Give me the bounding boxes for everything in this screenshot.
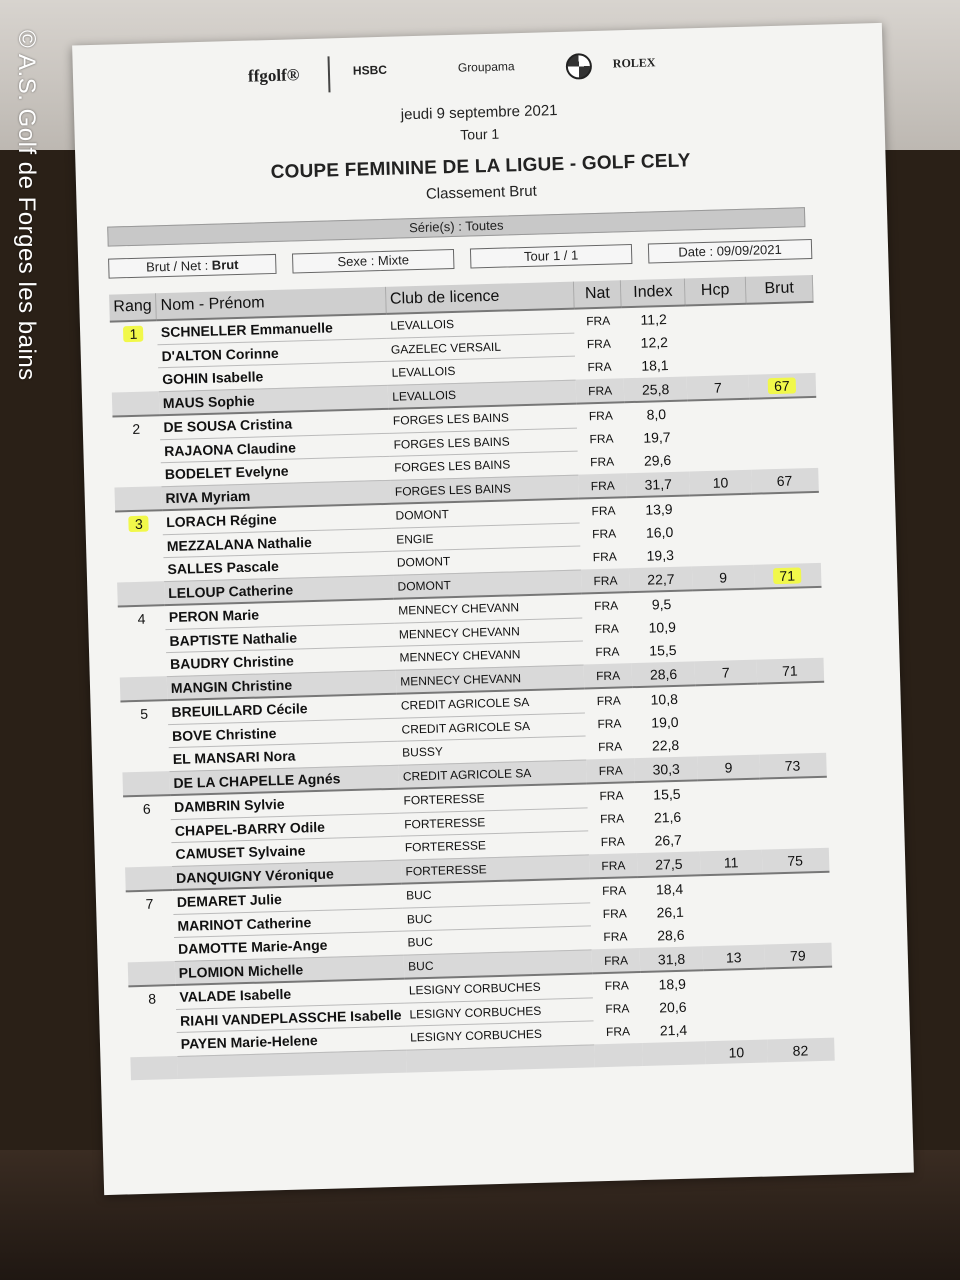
rank-cell [115, 510, 162, 535]
player-name: BAPTISTE Nathalie [165, 623, 395, 653]
club-name: FORTERESSE [399, 783, 588, 812]
brut-net-label: Brut / Net : [145, 257, 209, 275]
nationality: FRA [582, 592, 630, 617]
brut-score [754, 587, 822, 613]
rank-cell [121, 724, 168, 749]
hcp-value [688, 399, 750, 425]
bmw-logo [566, 53, 593, 80]
player-name: CAMUSET Sylvaine [171, 836, 401, 866]
rank-cell: 7 [126, 890, 173, 915]
club-name: MENNECY CHEVANN [395, 617, 584, 646]
index-value: 10,9 [648, 618, 677, 636]
date-filter: Date : 09/09/2021 [648, 239, 812, 264]
rank-cell [128, 961, 175, 986]
club-name: CREDIT AGRICOLE SA [397, 688, 586, 717]
rank-cell: 2 [112, 415, 159, 440]
hcp-value [705, 1016, 767, 1041]
tour-filter: Tour 1 / 1 [470, 244, 632, 269]
hcp-value [702, 898, 764, 923]
brut-score [749, 397, 817, 423]
highlight-mark: 3 [129, 515, 149, 532]
club-name: FORGES LES BAINS [389, 428, 578, 457]
club-name [406, 1044, 595, 1072]
index-value: 30,3 [634, 756, 698, 782]
player-name: SALLES Pascale [163, 551, 393, 581]
nationality: FRA [591, 526, 617, 541]
rank-cell [122, 748, 169, 773]
brut-score [753, 539, 821, 564]
nationality: FRA [587, 359, 612, 375]
club-name: BUC [403, 902, 592, 931]
index-value: 27,5 [637, 851, 701, 877]
index-value: 11,2 [622, 306, 686, 332]
hcp-value: 11 [700, 850, 762, 876]
hsbc-logo: HSBC [352, 62, 388, 78]
hcp-value: 10 [690, 470, 752, 496]
club-name: MENNECY CHEVANN [394, 594, 583, 623]
player-name: MANGIN Christine [166, 670, 396, 700]
brut-score [762, 872, 830, 898]
club-name: BUC [403, 926, 592, 955]
club-name: BUC [404, 949, 593, 978]
col-hcp: Hcp [684, 277, 746, 306]
brut-score [747, 326, 815, 351]
index-value: 9,5 [630, 590, 694, 616]
index-value: 18,1 [641, 357, 669, 375]
nationality: FRA [603, 929, 628, 945]
nationality: FRA [581, 568, 629, 593]
brut-score [760, 801, 828, 826]
club-name: LESIGNY CORBUCHES [406, 1021, 595, 1050]
player-name: PERON Marie [165, 599, 395, 629]
nationality: FRA [587, 758, 635, 783]
nationality: FRA [574, 307, 622, 332]
club-name: MENNECY CHEVANN [395, 641, 584, 670]
index-value: 16,0 [645, 523, 674, 541]
index-value: 18,9 [640, 970, 704, 996]
nationality: FRA [586, 336, 612, 352]
nationality: FRA [589, 431, 614, 446]
index-value: 19,3 [646, 547, 675, 564]
brut-score [755, 634, 823, 659]
rank-cell [114, 486, 161, 511]
nationality: FRA [594, 621, 619, 636]
index-value: 20,6 [659, 998, 687, 1016]
nationality: FRA [593, 972, 641, 997]
index-value: 21,4 [659, 1021, 688, 1039]
brut-net-value: Brut [211, 256, 239, 273]
player-name: DEMARET Julie [172, 884, 402, 914]
brut-score [751, 492, 819, 518]
hcp-value [686, 351, 748, 376]
rank-cell [117, 581, 164, 606]
rank-cell [118, 629, 165, 654]
rank-cell [114, 463, 161, 488]
hcp-value [692, 541, 754, 566]
highlight-mark: 71 [773, 567, 801, 584]
index-value: 15,5 [635, 780, 699, 806]
hcp-value [700, 826, 762, 851]
hcp-value: 7 [687, 375, 749, 401]
brut-score [765, 991, 833, 1016]
rank-cell [129, 1009, 176, 1034]
brut-score [763, 919, 831, 944]
nationality: FRA [579, 473, 627, 498]
player-name: BODELET Evelyne [161, 456, 391, 486]
brut-score [747, 349, 815, 374]
nationality: FRA [597, 739, 623, 755]
hcp-value [691, 518, 753, 543]
brut-score [761, 824, 829, 849]
brut-score: 71 [756, 658, 824, 684]
sexe-filter: Sexe : Mixte [292, 249, 454, 274]
hcp-value [701, 874, 763, 900]
index-value: 22,8 [651, 737, 680, 754]
rank-cell [113, 439, 160, 464]
rank-cell [110, 320, 157, 345]
nationality: FRA [599, 811, 625, 826]
index-value: 12,2 [640, 333, 669, 351]
club-name: FORGES LES BAINS [389, 404, 578, 433]
sponsor-bar [73, 41, 884, 104]
hcp-value [688, 423, 750, 448]
highlight-mark: 1 [123, 325, 143, 342]
club-name: ENGIE [392, 523, 581, 552]
nationality: FRA [592, 549, 617, 565]
brut-score [766, 1014, 834, 1039]
rolex-logo: ROLEX [612, 55, 656, 71]
index-value: 15,5 [649, 642, 677, 659]
nationality: FRA [602, 906, 627, 921]
index-value: 18,4 [637, 875, 701, 901]
player-name: DAMBRIN Sylvie [170, 789, 400, 819]
index-value: 26,7 [654, 832, 683, 849]
club-name: FORGES LES BAINS [391, 475, 580, 504]
hcp-value [702, 921, 764, 946]
col-nom: Nom - Prénom [156, 287, 386, 320]
col-nat: Nat [573, 280, 621, 308]
player-name: DE SOUSA Cristina [159, 409, 389, 439]
index-value: 28,6 [657, 927, 685, 944]
results-body [110, 302, 834, 1080]
club-name: DOMONT [393, 546, 582, 575]
club-name: BUC [402, 878, 591, 907]
brut-score [750, 444, 818, 469]
index-value: 13,9 [627, 495, 691, 521]
page-title: COUPE FEMININE DE LA LIGUE - GOLF CELY [270, 150, 691, 184]
club-name: LEVALLOIS [386, 309, 575, 338]
results-table [109, 275, 835, 1080]
hcp-value [694, 636, 756, 661]
rank-cell: 8 [128, 985, 175, 1010]
index-value: 31,8 [639, 946, 703, 972]
hcp-value [704, 969, 766, 995]
hcp-value [696, 684, 758, 710]
nationality: FRA [584, 663, 632, 688]
hcp-value [685, 304, 747, 330]
rank-cell [124, 819, 171, 844]
rank-cell [126, 914, 173, 939]
player-name: BOVE Christine [168, 718, 398, 748]
hcp-value [689, 446, 751, 471]
rank-cell [127, 938, 174, 963]
index-value: 29,6 [643, 452, 672, 469]
rank-cell [130, 1056, 177, 1080]
highlight-mark: 67 [768, 377, 796, 394]
player-name: PAYEN Marie-Helene [176, 1026, 406, 1056]
rank-cell [112, 391, 159, 416]
hcp-value: 9 [692, 565, 754, 591]
club-name: BUSSY [398, 736, 587, 765]
hcp-value [694, 613, 756, 638]
brut-net-filter [108, 254, 276, 279]
club-name: CREDIT AGRICOLE SA [397, 712, 586, 741]
player-name: RIVA Myriam [161, 480, 391, 510]
club-name: FORGES LES BAINS [390, 451, 579, 480]
club-name: DOMONT [393, 570, 582, 599]
index-value: 19,0 [651, 713, 679, 731]
hcp-value [698, 779, 760, 805]
brut-score: 73 [759, 753, 827, 779]
index-value: 25,8 [624, 376, 688, 402]
index-value: 19,7 [643, 428, 671, 446]
index-value: 28,6 [632, 661, 696, 687]
index-value: 31,7 [626, 471, 690, 497]
brut-score [749, 421, 817, 446]
brut-score [757, 706, 825, 731]
brut-score: 82 [767, 1038, 835, 1063]
brut-score [763, 896, 831, 921]
col-brut: Brut [745, 275, 813, 304]
player-name: DAMOTTE Marie-Ange [174, 931, 404, 961]
player-name: PLOMION Michelle [174, 955, 404, 985]
nationality: FRA [592, 948, 640, 973]
nationality: FRA [585, 687, 633, 712]
club-name: LESIGNY CORBUCHES [405, 973, 594, 1002]
col-index: Index [621, 279, 685, 308]
rank-cell [116, 534, 163, 559]
nationality: FRA [577, 402, 625, 427]
hcp-value: 10 [706, 1040, 768, 1065]
nationality: FRA [589, 454, 615, 470]
col-club: Club de licence [385, 282, 574, 314]
hcp-value [696, 708, 758, 733]
index-value: 21,6 [653, 808, 682, 826]
brut-score [758, 729, 826, 754]
player-name: MAUS Sophie [159, 385, 389, 415]
brut-score: 79 [764, 943, 832, 969]
brut-score [755, 611, 823, 636]
club-name: LEVALLOIS [387, 356, 576, 385]
results-sheet [72, 23, 914, 1195]
brut-score [753, 563, 821, 589]
rank-cell: 6 [123, 795, 170, 820]
club-name: LEVALLOIS [388, 380, 577, 409]
ffgolf-logo: ffgolf® [247, 65, 300, 86]
hcp-value [686, 328, 748, 353]
brut-score [746, 302, 814, 328]
event-date: jeudi 9 septembre 2021 [400, 102, 558, 124]
player-name: LORACH Régine [162, 504, 392, 534]
player-name: VALADE Isabelle [175, 979, 405, 1009]
player-name: MARINOT Catherine [173, 908, 403, 938]
hcp-value [697, 731, 759, 756]
club-name: LESIGNY CORBUCHES [405, 997, 594, 1026]
club-name: CREDIT AGRICOLE SA [399, 759, 588, 788]
brut-score [765, 967, 833, 993]
rank-cell [120, 676, 167, 701]
player-name: GOHIN Isabelle [158, 361, 388, 391]
rank-cell [110, 344, 157, 369]
index-value [642, 1041, 706, 1066]
index-value: 22,7 [629, 566, 693, 592]
rank-cell [119, 653, 166, 678]
club-name: DOMONT [391, 499, 580, 528]
index-value: 26,1 [656, 903, 685, 921]
nationality: FRA [597, 716, 622, 731]
nationality: FRA [579, 497, 627, 522]
groupama-logo: Groupama [457, 59, 515, 75]
nationality: FRA [605, 1024, 631, 1040]
hcp-value [693, 589, 755, 615]
nationality: FRA [600, 834, 625, 850]
player-name: DANQUIGNY Véronique [172, 860, 402, 890]
col-rang: Rang [109, 293, 156, 321]
index-value: 10,8 [632, 685, 696, 711]
brut-score [752, 516, 820, 541]
club-name: FORTERESSE [401, 831, 590, 860]
nationality: FRA [595, 644, 620, 660]
brut-score [759, 777, 827, 803]
player-name: LELOUP Catherine [164, 575, 394, 605]
brut-score: 67 [751, 468, 819, 494]
sponsor-divider [328, 56, 331, 92]
nationality: FRA [605, 1001, 630, 1016]
hcp-value: 9 [698, 755, 760, 781]
brut-score [748, 373, 816, 399]
page-subtitle: Classement Brut [425, 182, 538, 203]
player-name: MEZZALANA Nathalie [163, 528, 393, 558]
event-round: Tour 1 [460, 125, 500, 143]
player-name: BREUILLARD Cécile [167, 694, 397, 724]
series-bar: Série(s) : Toutes [107, 207, 805, 246]
hcp-value [704, 993, 766, 1018]
club-name: MENNECY CHEVANN [396, 664, 585, 693]
club-name: GAZELEC VERSAIL [387, 333, 576, 362]
nationality [595, 1043, 643, 1067]
rank-cell [130, 1033, 177, 1058]
hcp-value: 7 [695, 660, 757, 686]
index-value: 8,0 [624, 400, 688, 426]
nationality: FRA [576, 378, 624, 403]
player-name: RIAHI VANDEPLASSCHE Isabelle [176, 1003, 406, 1033]
rank-cell: 4 [118, 605, 165, 630]
rank-cell [125, 866, 172, 891]
brut-score: 75 [761, 848, 829, 874]
nationality: FRA [590, 877, 638, 902]
player-name: CHAPEL-BARRY Odile [170, 813, 400, 843]
rank-cell: 5 [120, 700, 167, 725]
nationality: FRA [589, 853, 637, 878]
club-name: FORTERESSE [401, 854, 590, 883]
player-name: RAJAONA Claudine [160, 433, 390, 463]
rank-cell [116, 558, 163, 583]
watermark [6, 30, 46, 460]
player-name: BAUDRY Christine [166, 646, 396, 676]
player-name: EL MANSARI Nora [168, 741, 398, 771]
rank-cell [111, 368, 158, 393]
club-name: FORTERESSE [400, 807, 589, 836]
player-name: D'ALTON Corinne [157, 338, 387, 368]
player-name: DE LA CHAPELLE Agnés [169, 765, 399, 795]
watermark-text: © A.S. Golf de Forges les bains [13, 30, 40, 381]
hcp-value [690, 494, 752, 520]
rank-cell [124, 843, 171, 868]
hcp-value [699, 803, 761, 828]
player-name: SCHNELLER Emmanuelle [157, 314, 387, 344]
hcp-value: 13 [703, 945, 765, 971]
brut-score [757, 682, 825, 708]
nationality: FRA [587, 782, 635, 807]
rank-cell [122, 771, 169, 796]
